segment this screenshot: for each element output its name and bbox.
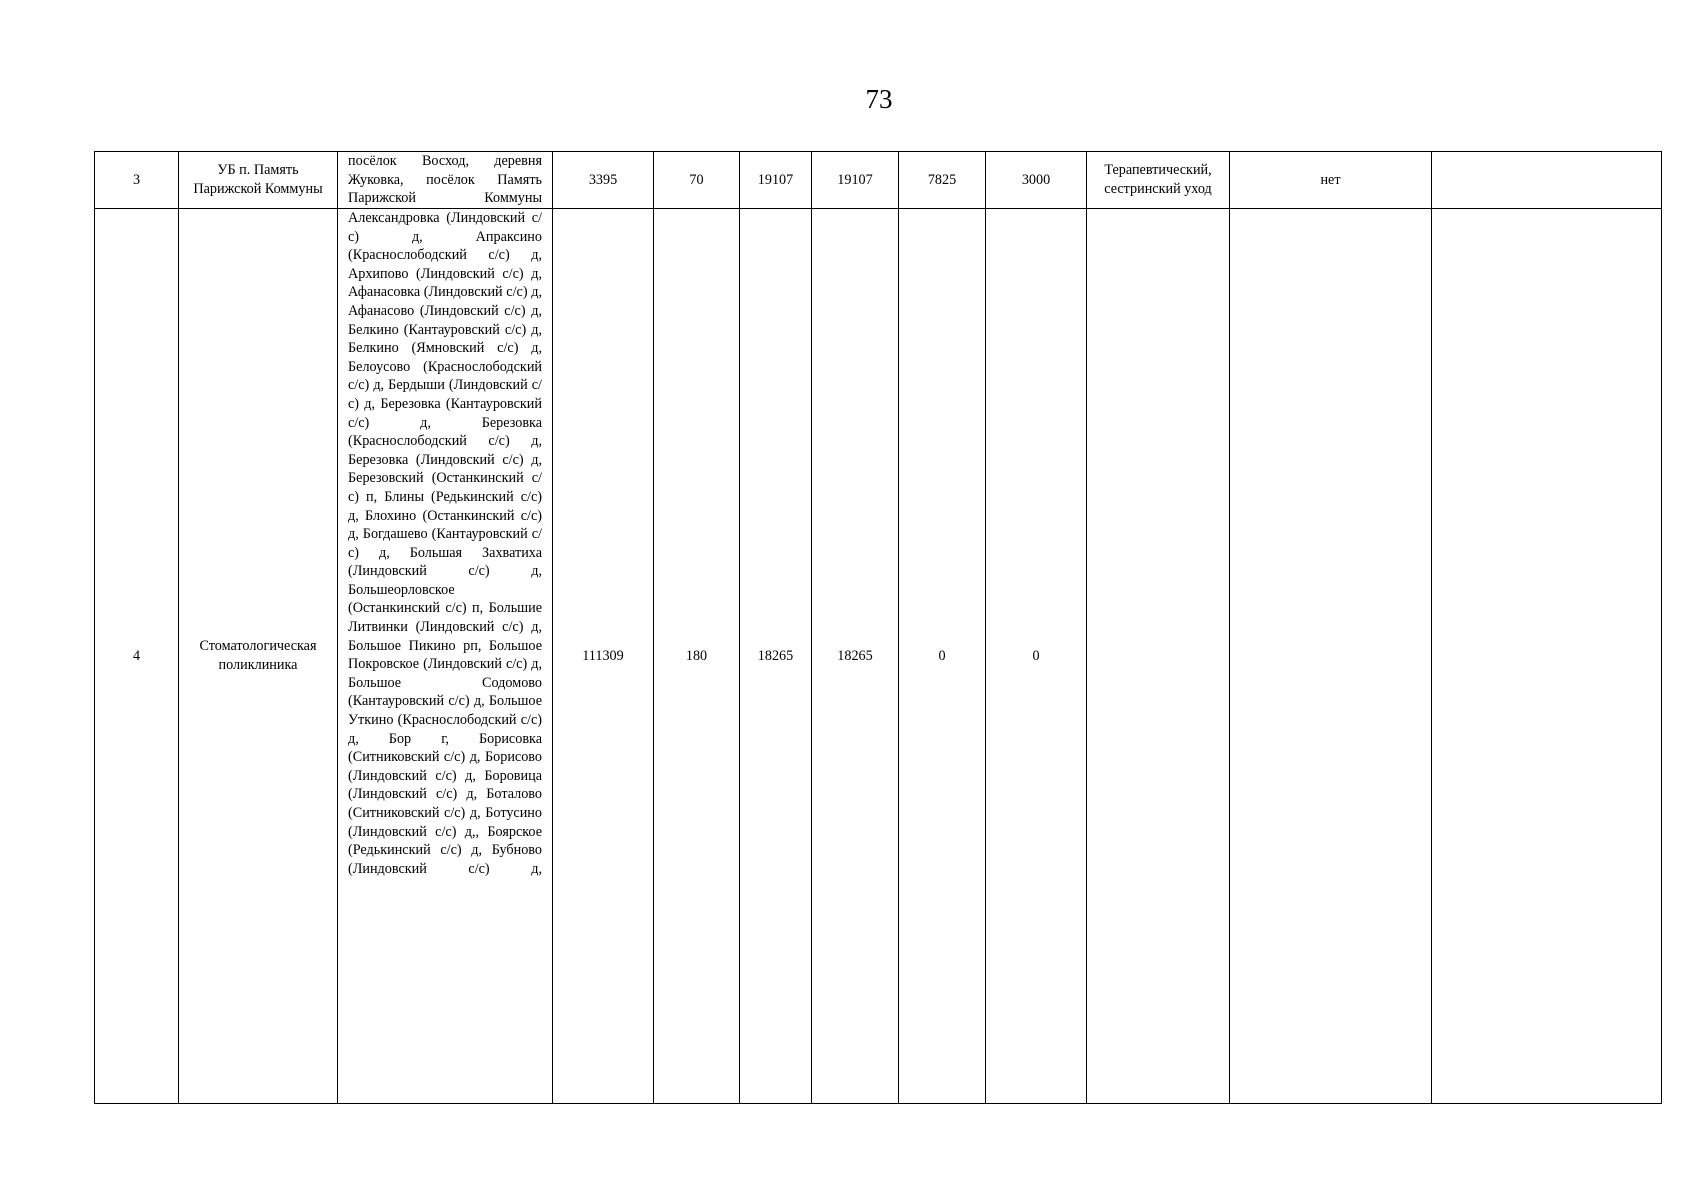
value-cell: 19107 xyxy=(740,152,812,209)
value-cell: 0 xyxy=(986,209,1087,1104)
extra-cell xyxy=(1230,209,1432,1104)
settlements-cell xyxy=(338,209,553,1104)
row-number: 3 xyxy=(95,152,179,209)
hospital-table xyxy=(94,151,1662,1104)
settlements-cell xyxy=(338,152,553,209)
value-cell: 18265 xyxy=(812,209,899,1104)
value-cell: 3395 xyxy=(553,152,654,209)
table-row xyxy=(95,152,1662,209)
extra-cell: нет xyxy=(1230,152,1432,209)
institution-name: Стоматологическая поликлиника xyxy=(179,209,338,1104)
settlements-text: посёлок Восход, деревня Жуковка, посёлок Память Парижской Коммуны xyxy=(348,153,542,207)
page-number: 73 xyxy=(865,84,893,114)
care-type-cell: Терапевтический, сестринский уход xyxy=(1087,152,1230,209)
care-type-cell xyxy=(1087,209,1230,1104)
value-cell: 70 xyxy=(654,152,740,209)
value-cell: 18265 xyxy=(740,209,812,1104)
last-cell xyxy=(1432,209,1662,1104)
value-cell: 0 xyxy=(899,209,986,1104)
table-row xyxy=(95,209,1662,1104)
row-number: 4 xyxy=(95,209,179,1104)
value-cell: 180 xyxy=(654,209,740,1104)
value-cell: 111309 xyxy=(553,209,654,1104)
value-cell: 3000 xyxy=(986,152,1087,209)
value-cell: 19107 xyxy=(812,152,899,209)
last-cell xyxy=(1432,152,1662,209)
institution-name: УБ п. Память Парижской Коммуны xyxy=(179,152,338,209)
value-cell: 7825 xyxy=(899,152,986,209)
settlements-text: Александровка (Линдовский с/с) д, Апраксино (Краснослободский с/с) д, Архипово (Линдовский с/с) д, Афанасовка (Линдовский с/с) д, Афанасово (Линдовский с/с) д, Белкино (Кантауровский с/с) д, Белкино (Ямновский с/с) д, Белоусово (Краснослободский с/с) д, Бердыши (Линдовский с/с) д, Березовка (Кантауровский с/с) д, Березовка (Краснослободский с/с) д, Березовка (Линдовский с/с) д, Березовский (Останкинский с/с) п, Блины (Редькинский с/с) д, Блохино (Останкинский с/с) д, Богдашево (Кантауровский с/с) д, Большая Захватиха (Линдовский с/с) д, Большеорловское (Останкинский с/с) п, Большие Литвинки (Линдовский с/с) д, Большое Пикино рп, Большое Покровское (Линдовский с/с) д, Большое Содомово (Кантауровский с/с) д, Большое Уткино (Краснослободский с/с) д, Бор г, Борисовка (Ситниковский с/с) д, Борисово (Линдовский с/с) д, Боровица (Линдовский с/с) д, Боталово (Ситниковский с/с) д, Ботусино (Линдовский с/с) д,, Боярское (Редькинский с/с) д, Бубново (Линдовский с/с) д, xyxy=(348,210,542,877)
